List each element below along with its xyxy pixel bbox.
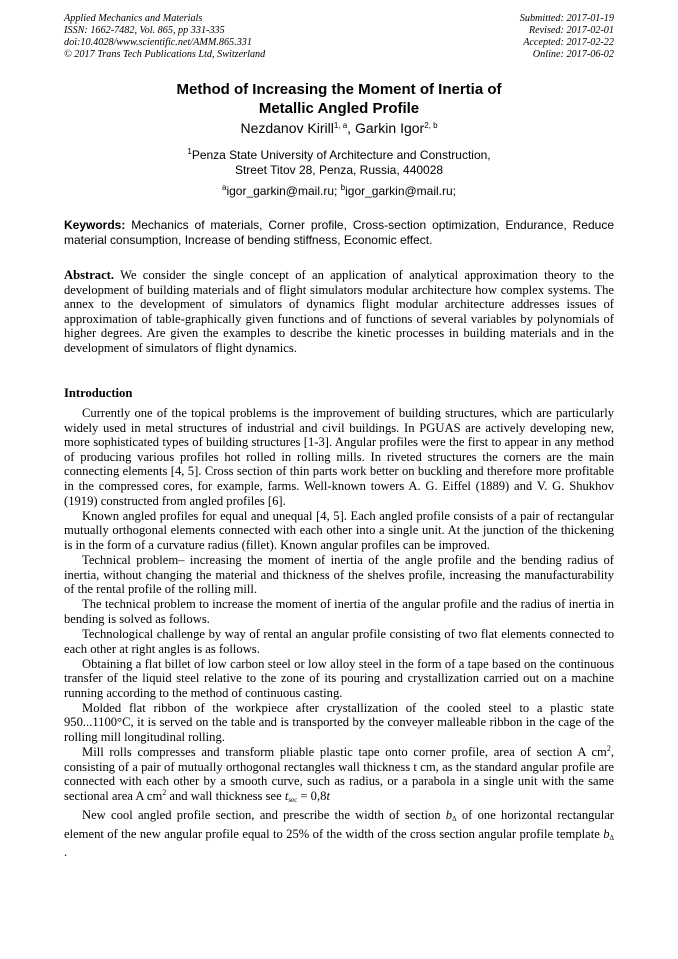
submitted-date: Submitted: 2017-01-19 bbox=[519, 13, 614, 24]
paragraph-8 bbox=[64, 745, 614, 807]
paragraph-9-part-a: New cool angled profile section, and prescribe the width of section bbox=[82, 808, 446, 823]
revised-date: Revised: 2017-02-01 bbox=[528, 25, 614, 36]
abstract-label: Abstract. bbox=[64, 268, 115, 282]
paragraph-8-part-a: Mill rolls compresses and transform pliable plastic tape onto corner profile, area of section A cm bbox=[82, 745, 607, 760]
paragraph-9 bbox=[64, 808, 614, 860]
publication-dates bbox=[520, 13, 614, 61]
paragraph-3: Technical problem– increasing the moment of inertia of the angle profile and the bending radius of inertia, without changing the material and thickness of the shelves profile, increasing the manufacturability of the rental profile of the rolling mill. bbox=[64, 552, 614, 597]
paragraph-6: Obtaining a flat billet of low carbon steel or low alloy steel in the form of a tape based on the continuous transfer of the liquid steel relative to the zone of its pouring and crystallization carried out on a machine running according to the method of continuous casting. bbox=[64, 656, 614, 700]
paragraph-4: The technical problem to increase the moment of inertia of the angular profile and the radius of inertia in bending is solved as follows. bbox=[64, 597, 614, 626]
author-2-affil-mark: 2, b bbox=[424, 121, 438, 130]
affiliation-line-2: Street Titov 28, Penza, Russia, 440028 bbox=[234, 163, 444, 177]
wall-thickness-formula: $t_{sec} = 0,8t$ bbox=[284, 788, 330, 804]
journal-doi: doi:10.4028/www.scientific.net/AMM.865.331 bbox=[64, 37, 252, 48]
accepted-date: Accepted: 2017-02-22 bbox=[523, 37, 614, 48]
email-b-mark: b bbox=[340, 183, 346, 192]
paper-title bbox=[64, 80, 614, 118]
journal-copyright: © 2017 Trans Tech Publications Ltd, Switzerland bbox=[64, 49, 266, 60]
affiliation-mark: 1 bbox=[187, 147, 192, 156]
online-date: Online: 2017-06-02 bbox=[532, 49, 614, 60]
email-a: igor_garkin@mail.ru; bbox=[226, 184, 341, 198]
introduction-heading: Introduction bbox=[64, 386, 133, 400]
author-emails bbox=[64, 184, 614, 199]
area-unit-exponent: 2 bbox=[606, 744, 611, 754]
paragraph-5: Technological challenge by way of rental an angular profile consisting of two flat elements connected to each other at right angles is as follows. bbox=[64, 626, 614, 656]
title-line-2: Metallic Angled Profile bbox=[258, 100, 420, 117]
introduction-body bbox=[64, 406, 614, 860]
affiliation-line-1: Penza State University of Architecture and Construction, bbox=[191, 148, 491, 162]
keywords-text: Mechanics of materials, Corner profile, Cross-section optimization, Endurance, Reduce material consumption, Increase of bending stiffness, Economic effect. bbox=[64, 218, 614, 247]
journal-issn: ISSN: 1662-7482, Vol. 865, pp 331-335 bbox=[64, 25, 225, 36]
email-b: igor_garkin@mail.ru; bbox=[345, 184, 457, 198]
paragraph-2: Known angled profiles for equal and unequal [4, 5]. Each angled profile consists of a pair of rectangular mutually orthogonal elements connected with each other into a single unit. At the junction of the thickening is in the form of a curvature radius (fillet). Known angular profiles can be improved. bbox=[64, 508, 614, 552]
paragraph-8-part-c: and wall thickness see bbox=[166, 788, 285, 803]
journal-name: Applied Mechanics and Materials bbox=[64, 13, 203, 24]
author-list bbox=[64, 120, 614, 137]
affiliation bbox=[64, 148, 614, 178]
abstract bbox=[64, 268, 614, 356]
email-a-mark: a bbox=[221, 183, 227, 192]
paragraph-8-part-b: , consisting of a pair of mutually orthogonal rectangles wall thickness t cm, as the standard angular profile are connected with each other by a smooth curve, such as radius, or a parabola in a single unit with the same sectional area A cm bbox=[64, 745, 614, 803]
journal-info bbox=[64, 13, 265, 61]
section-width-symbol: $b_\Delta$ bbox=[445, 808, 457, 824]
keywords-label: Keywords: bbox=[64, 218, 126, 232]
author-1-name: Nezdanov Kirill bbox=[240, 120, 334, 136]
area-unit-exponent-2: 2 bbox=[162, 787, 167, 797]
keywords bbox=[64, 218, 614, 248]
author-separator: , bbox=[347, 120, 355, 136]
template-width-symbol: $b_\Delta$ bbox=[603, 826, 614, 842]
paragraph-7: Molded flat ribbon of the workpiece after crystallization of the cooled steel to a plastic state 950...1100°C, it is served on the table and is transported by the conveyer malleable ribbon in the cage of the rolling mill longitudinal rolling. bbox=[64, 700, 614, 745]
paragraph-1: Currently one of the topical problems is the improvement of building structures, which are particularly widely used in metal structures of industrial and civil buildings. In PGUAS are actively developing new, more sophisticated types of building structures [1-3]. Angular profiles were the first to appear in any method of producing various profiles hot rolled in rolling mills. In riveted structures the corners are the main connecting elements [4, 5]. Cross section of thin parts work better on buckling and therefore more profitable in the compressed cores, for example, farms. Well-known towers A. G. Eiffel (1889) and V. G. Shukhov (1919) constructed from angled profiles [6]. bbox=[64, 406, 614, 508]
paragraph-9-part-b: of one horizontal rectangular element of the new angular profile equal to 25% of the width of the cross section angular profile template bbox=[64, 808, 614, 841]
author-2-name: Garkin Igor bbox=[354, 120, 425, 136]
abstract-text: We consider the single concept of an application of analytical approximation theory to the development of building materials and of flight simulators modular architecture how complex systems. The annex to the development of simulators of dynamics flight modular architecture addresses issues of approximation of table-graphically given functions and of functions of several variables by polynomials of higher degrees. Are given the examples to describe the kinetic processes in building materials and in the development of simulators of flight dynamics. bbox=[64, 268, 614, 355]
paragraph-9-part-c: . bbox=[64, 845, 68, 860]
title-line-1: Method of Increasing the Moment of Inertia of bbox=[176, 81, 502, 98]
author-1-affil-mark: 1, a bbox=[333, 121, 348, 130]
